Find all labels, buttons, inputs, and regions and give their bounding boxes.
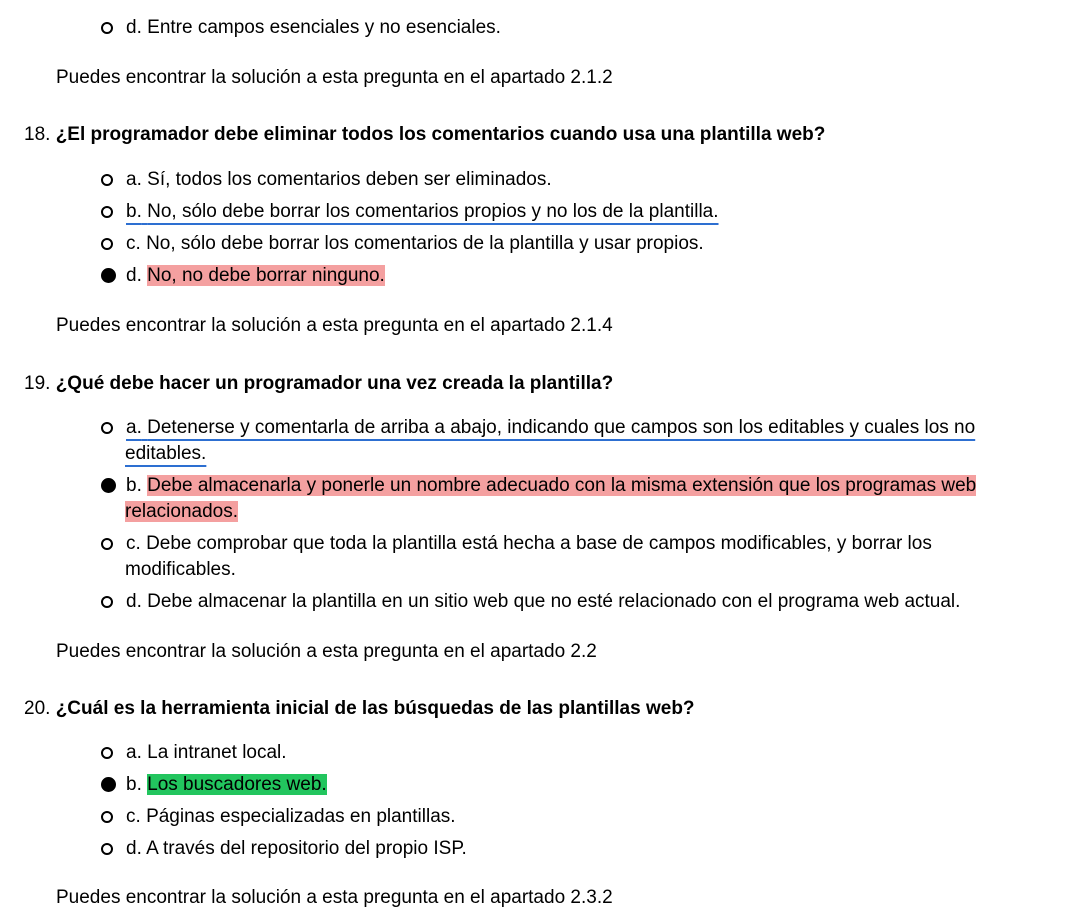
option-letter: c. [126,806,141,827]
radio-empty-icon[interactable] [101,538,113,550]
question-text: ¿Cuál es la herramienta inicial de las búsquedas de las plantillas web? [55,698,695,719]
underlined-option [126,417,975,438]
radio-empty-icon[interactable] [101,596,113,608]
option-item-selected[interactable] [101,772,1041,798]
radio-empty-icon[interactable] [101,22,113,34]
option-text-line2: editables. [125,443,207,464]
radio-empty-icon[interactable] [101,843,113,855]
underlined-option [126,201,719,222]
question-number: 19. [24,373,51,394]
option-item[interactable] [101,167,1041,193]
option-item[interactable] [101,804,1041,830]
option-letter: c. [126,233,141,254]
option-letter: d. [126,265,142,286]
radio-empty-icon[interactable] [101,206,113,218]
question-text: ¿Qué debe hacer un programador una vez creada la plantilla? [55,373,614,394]
option-text: A través del repositorio del propio ISP. [146,838,467,859]
option-letter: b. [126,201,142,222]
solution-hint: Puedes encontrar la solución a esta pregunta en el apartado 2.2 [56,641,597,662]
option-text: Sí, todos los comentarios deben ser eliminados. [147,169,552,190]
option-text-continued [125,441,206,467]
option-text: No, sólo debe borrar los comentarios propios y no los de la plantilla. [147,201,719,222]
option-item[interactable] [101,589,1041,615]
option-text-incorrect: No, no debe borrar ninguno. [147,265,385,286]
option-item[interactable] [101,740,1041,766]
option-text: Debe comprobar que toda la plantilla está hecha a base de campos modificables, y borrar los [146,533,932,554]
radio-selected-icon[interactable] [101,268,116,283]
option-letter: b. [126,774,142,795]
option-text: Entre campos esenciales y no esenciales. [147,17,501,38]
option-text: Páginas especializadas en plantillas. [146,806,456,827]
solution-hint: Puedes encontrar la solución a esta pregunta en el apartado 2.3.2 [56,887,613,908]
option-item[interactable] [101,231,1041,257]
option-text: Debe almacenar la plantilla en un sitio web que no esté relacionado con el programa web actual. [147,591,961,612]
option-item[interactable] [101,199,1041,225]
option-letter: a. [126,169,142,190]
radio-selected-icon[interactable] [101,478,116,493]
option-item[interactable] [101,836,1041,862]
option-text-continued: modificables. [125,559,236,580]
option-item[interactable] [101,15,1041,41]
radio-empty-icon[interactable] [101,174,113,186]
option-text-continued [125,499,238,525]
option-text-line2: relacionados. [125,501,239,522]
option-letter: b. [126,475,142,496]
question-text: ¿El programador debe eliminar todos los comentarios cuando usa una plantilla web? [55,124,826,145]
option-text: Detenerse y comentarla de arriba a abajo, indicando que campos son los editables y cuales los no [147,417,976,438]
radio-empty-icon[interactable] [101,238,113,250]
option-item[interactable] [101,531,1041,557]
question-18-title [24,122,825,148]
question-19-title [24,371,613,397]
question-number: 18. [24,124,51,145]
option-letter: d. [126,591,142,612]
option-item-selected[interactable] [101,473,1041,499]
solution-hint: Puedes encontrar la solución a esta pregunta en el apartado 2.1.4 [56,315,613,336]
solution-hint: Puedes encontrar la solución a esta pregunta en el apartado 2.1.2 [56,67,613,88]
option-text: No, sólo debe borrar los comentarios de la plantilla y usar propios. [146,233,704,254]
option-letter: d. [126,17,142,38]
option-text: La intranet local. [147,742,287,763]
option-text-correct: Los buscadores web. [147,774,327,795]
radio-empty-icon[interactable] [101,811,113,823]
option-letter: a. [126,742,142,763]
option-item[interactable] [101,415,1041,441]
question-number: 20. [24,698,51,719]
option-letter: c. [126,533,141,554]
option-letter: a. [126,417,142,438]
option-text-incorrect: Debe almacenarla y ponerle un nombre adecuado con la misma extensión que los programas web [147,475,977,496]
question-20-title [24,696,695,722]
option-item-selected[interactable] [101,263,1041,289]
radio-empty-icon[interactable] [101,422,113,434]
option-letter: d. [126,838,142,859]
radio-selected-icon[interactable] [101,777,116,792]
radio-empty-icon[interactable] [101,747,113,759]
